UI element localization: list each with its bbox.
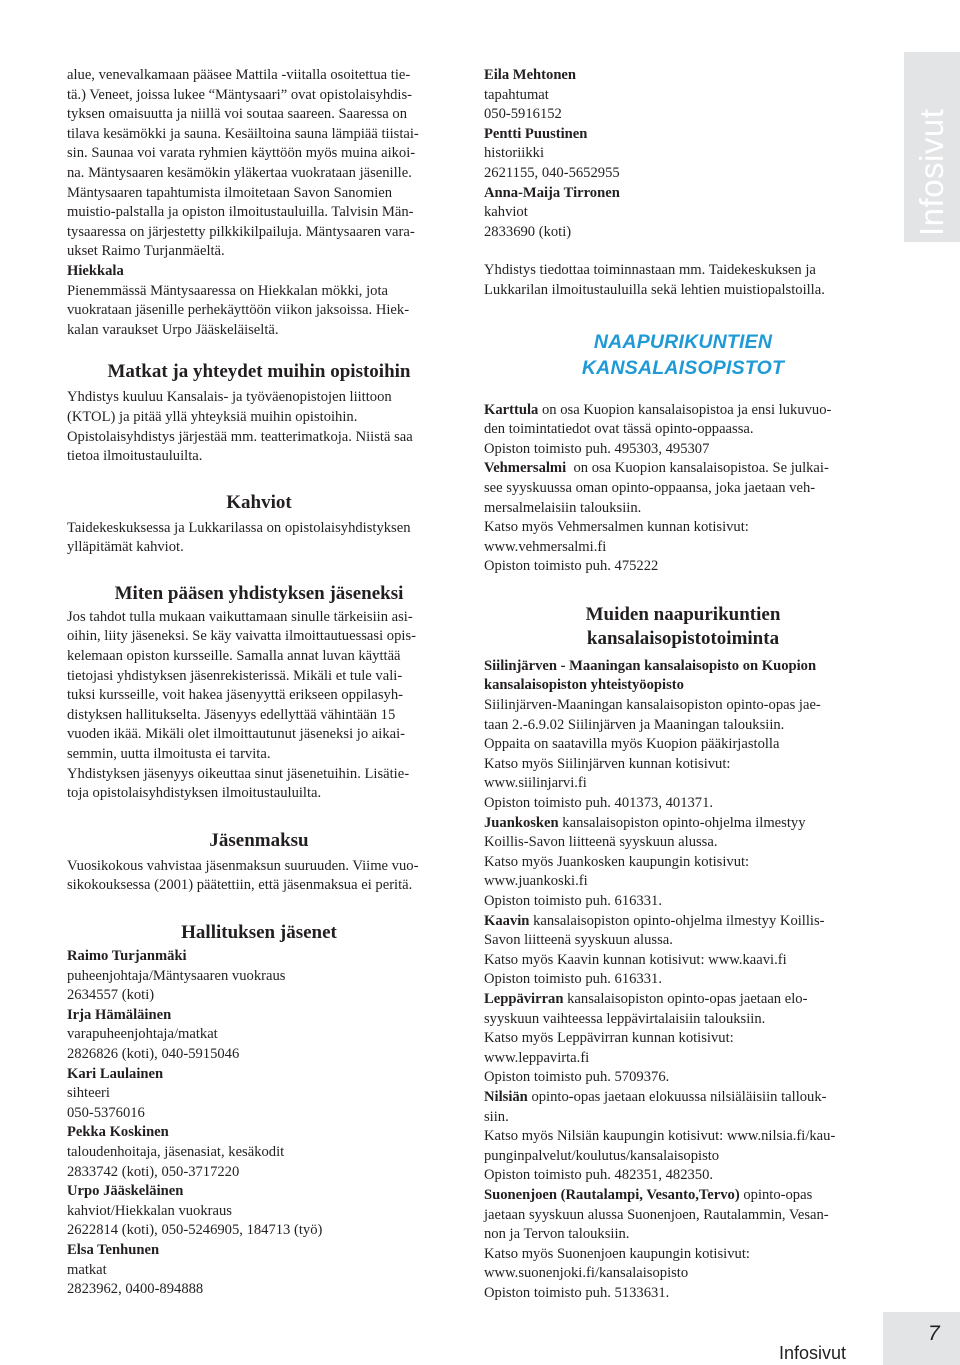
neighbour-heading — [484, 329, 882, 381]
text-line: distyksen hallitukselta. Jäsenyys edellyttää vähintään 15 — [67, 706, 396, 723]
text-line: Opiston toimisto puh. 616331. — [484, 971, 662, 988]
intro-paragraph — [67, 66, 451, 262]
text-line: Opiston toimisto puh. 495303, 495307 — [484, 440, 710, 457]
text-line: sikokouksessa (2001) päätettiin, että jäsenmaksua ei peritä. — [67, 877, 413, 894]
text-line: kelemaan opiston kursseille. Samalla annat luvan käyttää — [67, 648, 401, 665]
text-line: semmin, uutta ilmoitusta ei tarvita. — [67, 746, 271, 763]
neighbour-heading-line: NAAPURIKUNTIEN — [593, 330, 773, 353]
text-line: sin. Saunaa voi varata ryhmien käyttöön myös muina aikoi- — [67, 145, 416, 162]
heading-line: kansalaisopistotoiminta — [586, 627, 780, 649]
karttula-paragraph — [484, 401, 882, 460]
board-member — [67, 947, 451, 1006]
link-text: www.vehmersalmi.fi — [484, 538, 607, 555]
neighbour-heading-line: KANSALAISOPISTOT — [581, 356, 785, 379]
text-line: ylläpitämät kahviot. — [67, 539, 184, 556]
text-run: kansalaisopiston opinto-ohjelma ilmestyy Koillis- — [529, 912, 825, 929]
text-line — [484, 1088, 882, 1108]
member-phone: 2833690 (koti) — [484, 223, 572, 240]
text-line: Katso myös Siilinjärven kunnan kotisivut: — [484, 755, 731, 772]
link-text: www.juankoski.fi — [484, 873, 588, 890]
text-line — [484, 912, 882, 932]
text-line: vuoden ikää. Mikäli olet ilmoittautunut jäseneksi jo aikai- — [67, 726, 406, 743]
text-line: alue, venevalkamaan pääsee Mattila -viitalla osoitettua tie- — [67, 67, 411, 83]
member-name: Eila Mehtonen — [484, 67, 577, 83]
text-line: Opiston toimisto puh. 401373, 401371. — [484, 795, 714, 812]
text-line: muistio-palstalla ja opiston ilmoitustauluilla. Talvisin Män- — [67, 204, 414, 221]
board-member — [484, 125, 882, 184]
siilinjarvi-paragraph — [484, 657, 882, 814]
kaavi-paragraph — [484, 912, 882, 990]
juankoski-label: Juankosken — [484, 814, 559, 831]
matkat-paragraph — [67, 388, 451, 466]
text-line: Opiston toimisto puh. 5709376. — [484, 1069, 670, 1086]
member-role: matkat — [67, 1261, 107, 1278]
leppavirta-label: Leppävirran — [484, 990, 564, 1007]
heading-line: Muiden naapurikuntien — [585, 603, 781, 625]
member-role: taloudenhoitaja, jäsenasiat, kesäkodit — [67, 1143, 285, 1160]
board-member — [67, 1123, 451, 1182]
info-paragraph — [484, 261, 882, 300]
karttula-label: Karttula — [484, 401, 539, 418]
hiekkala-paragraph — [67, 282, 451, 341]
text-line: tysaaressa on järjestetty pilkkikilpailuja. Mäntysaaren vara- — [67, 223, 415, 240]
text-run: opinto-opas — [739, 1186, 813, 1203]
text-line: syyskuun vaihteessa leppävirtalaisiin talouksiin. — [484, 1010, 766, 1027]
member-name: Raimo Turjanmäki — [67, 948, 187, 964]
text-line — [484, 1186, 882, 1206]
left-column — [67, 66, 451, 1300]
member-name: Kari Laulainen — [67, 1065, 164, 1082]
member-phone: 2826826 (koti), 040-5915046 — [67, 1045, 240, 1062]
member-name: Urpo Jääskeläinen — [67, 1183, 184, 1200]
text-line: na. Mäntysaaren kesämökin yläkertaa vuokrataan jäsenille. — [67, 164, 412, 181]
text-line: Katso myös Vehmersalmen kunnan kotisivut: — [484, 519, 749, 536]
member-phone: 2622814 (koti), 050-5246905, 184713 (työ) — [67, 1222, 323, 1239]
member-role: varapuheenjohtaja/matkat — [67, 1026, 218, 1043]
member-role: sihteeri — [67, 1085, 110, 1102]
text-run: kansalaisopiston opinto-ohjelma ilmestyy — [558, 814, 806, 831]
text-line: taan 2.-6.9.02 Siilinjärven ja Maaningan talouksiin. — [484, 716, 785, 733]
text-line: Yhdistys tiedottaa toiminnastaan mm. Taidekeskuksen ja — [484, 262, 816, 279]
text-line: Lukkarilan ilmoitustauluilla sekä lehtien muistiopalstoilla. — [484, 281, 825, 298]
vehmersalmi-label: Vehmersalmi — [484, 460, 567, 477]
suonenjoki-label: Suonenjoen (Rautalampi, Vesanto,Tervo) — [484, 1186, 740, 1203]
page-number: 7 — [928, 1322, 940, 1345]
member-phone: 2833742 (koti), 050-3717220 — [67, 1163, 240, 1180]
board-member — [484, 184, 882, 243]
link-text: www.siilinjarvi.fi — [484, 775, 587, 792]
text-line: Yhdistys kuuluu Kansalais- ja työväenopistojen liittoon — [67, 389, 392, 406]
board-member — [67, 1065, 451, 1124]
text-run: on osa Kuopion kansalaisopistoa. Se julkai- — [566, 460, 829, 477]
text-line: Opiston toimisto puh. 616331. — [484, 893, 662, 909]
text-line: Oppaita on saatavilla myös Kuopion pääkirjastolla — [484, 736, 780, 753]
text-line — [484, 990, 882, 1010]
fee-heading: Jäsenmaksu — [209, 829, 309, 851]
text-line: Katso myös Nilsiän kaupungin kotisivut: www.nilsia.fi/kau- — [484, 1128, 836, 1145]
member-name: Irja Hämäläinen — [67, 1006, 172, 1023]
member-role: puheenjohtaja/Mäntysaaren vuokraus — [67, 967, 286, 984]
text-run: on osa Kuopion kansalaisopistoa ja ensi lukuvuo- — [538, 401, 832, 418]
page-number-tab — [883, 1312, 960, 1365]
footer-label: Infosivut — [779, 1343, 847, 1363]
siilinjarvi-title: Siilinjärven - Maaningan kansalaisopisto on Kuopion — [484, 657, 817, 674]
board-member — [484, 66, 882, 125]
text-line — [484, 401, 882, 421]
text-line: (KTOL) ja pitää yllä yhteyksiä muihin opistoihin. — [67, 408, 358, 425]
board-list-continued — [484, 66, 882, 242]
text-line: tietojasi yhdistyksen jäsenrekisterissä. Mikäli et tule vali- — [67, 667, 403, 684]
matkat-heading: Matkat ja yhteydet muihin opistoihin — [107, 361, 411, 383]
text-line: oihin, liity jäseneksi. Se käy vaivatta ilmoittautuessasi opis- — [67, 628, 416, 645]
text-line: Koillis-Savon liitteenä syyskuun alussa. — [484, 834, 718, 851]
text-line: siin. — [484, 1108, 509, 1125]
text-run: opinto-opas jaetaan elokuussa nilsiäläisiin tallouk- — [527, 1088, 827, 1105]
member-role: kahviot — [484, 204, 528, 221]
text-line: vuokrataan jäsenille perhekäyttöön viikon jaksoissa. Hiek- — [67, 302, 410, 319]
text-line: Pienemmässä Mäntysaaressa on Hiekkalan mökki, jota — [67, 282, 388, 299]
text-line: tyksen omaisuutta ja niillä voi soutaa saareen. Saaressa on — [67, 106, 408, 123]
text-line — [484, 814, 882, 834]
text-line: Opiston toimisto puh. 475222 — [484, 558, 659, 575]
other-neighbours-heading — [484, 603, 882, 651]
member-role: kahviot/Hiekkalan vuokraus — [67, 1202, 232, 1219]
nilsia-label: Nilsiän — [484, 1088, 528, 1105]
member-phone: 2634557 (koti) — [67, 987, 155, 1004]
text-line: Mäntysaaren tapahtumista ilmoitetaan Savon Sanomien — [67, 184, 393, 201]
text-line: den toimintatiedot ovat tässä opinto-oppaassa. — [484, 421, 754, 438]
link-text: www.suonenjoki.fi/kansalaisopisto — [484, 1265, 689, 1282]
membership-heading: Miten pääsen yhdistyksen jäseneksi — [114, 582, 404, 604]
siilinjarvi-title: kansalaisopiston yhteistyöopisto — [484, 677, 684, 694]
kaavi-label: Kaavin — [484, 912, 530, 929]
member-phone: 050-5916152 — [484, 106, 562, 123]
text-line — [484, 459, 882, 479]
member-phone: 2621155, 040-5652955 — [484, 164, 620, 181]
text-line: Savon liitteenä syyskuun alussa. — [484, 932, 673, 949]
text-line: ukset Raimo Turjanmäeltä. — [67, 243, 225, 260]
text-line: tuksi kursseille, voit hakea jäsenyyttä erikseen oppilasyh- — [67, 687, 403, 704]
board-member — [67, 1182, 451, 1241]
right-column — [484, 66, 882, 1303]
board-list — [67, 947, 451, 1300]
text-line: tä.) Veneet, joissa lukee “Mäntysaari” ovat opistolaisyhdis- — [67, 86, 413, 103]
text-line: Yhdistyksen jäsenyys oikeuttaa sinut jäsenetuihin. Lisätie- — [67, 765, 410, 782]
text-line: Jos tahdot tulla mukaan vaikuttamaan sinulle tärkeisiin asi- — [67, 608, 413, 625]
text-line: Katso myös Kaavin kunnan kotisivut: www.kaavi.fi — [484, 951, 787, 968]
text-line: Opiston toimisto puh. 5133631. — [484, 1284, 670, 1301]
fee-paragraph — [67, 857, 451, 896]
board-member — [67, 1241, 451, 1300]
text-line: tilava kesämökki ja sauna. Kesäiltoina sauna lämpiää tiistai- — [67, 125, 419, 142]
text-line: Katso myös Suonenjoen kaupungin kotisivut: — [484, 1245, 750, 1262]
text-line: Opiston toimisto puh. 482351, 482350. — [484, 1167, 714, 1184]
member-phone: 050-5376016 — [67, 1104, 145, 1121]
text-line: see syyskuussa oman opinto-oppaansa, joka jaetaan veh- — [484, 479, 816, 496]
member-phone: 2823962, 0400-894888 — [67, 1281, 204, 1298]
member-name: Pekka Koskinen — [67, 1124, 169, 1141]
text-line: Opistolaisyhdistys järjestää mm. teatterimatkoja. Niistä saa — [67, 428, 413, 445]
board-member — [67, 1006, 451, 1065]
kahviot-paragraph — [67, 519, 451, 558]
text-line: Katso myös Leppävirran kunnan kotisivut: — [484, 1030, 734, 1047]
text-line: Katso myös Juankosken kaupungin kotisivut: — [484, 853, 750, 870]
side-tab-label: Infosivut — [913, 108, 950, 236]
member-name: Elsa Tenhunen — [67, 1241, 160, 1258]
text-line: Vuosikokous vahvistaa jäsenmaksun suuruuden. Viime vuo- — [67, 857, 419, 874]
board-heading: Hallituksen jäsenet — [181, 922, 337, 943]
vehmersalmi-paragraph — [484, 459, 882, 577]
side-tab — [904, 52, 960, 242]
text-line: mersalmelaisiin talouksiin. — [484, 499, 642, 516]
hiekkala-title: Hiekkala — [67, 262, 124, 279]
member-name: Anna-Maija Tirronen — [484, 184, 620, 201]
text-line: tietoa ilmoitustauluilta. — [67, 448, 203, 465]
membership-paragraph — [67, 608, 451, 804]
text-line: kalan varaukset Urpo Jääskeläiseltä. — [67, 321, 279, 338]
juankoski-paragraph — [484, 814, 882, 912]
text-line: jaetaan syyskuun alussa Suonenjoen, Rautalammin, Vesan- — [484, 1206, 829, 1223]
member-role: tapahtumat — [484, 86, 549, 103]
text-run: kansalaisopiston opinto-opas jaetaan elo- — [563, 990, 808, 1007]
text-line: Siilinjärven-Maaningan kansalaisopiston opinto-opas jae- — [484, 697, 821, 714]
nilsia-paragraph — [484, 1088, 882, 1186]
member-role: historiikki — [484, 145, 544, 162]
text-line: non ja Tervon talouksiin. — [484, 1226, 630, 1243]
leppavirta-paragraph — [484, 990, 882, 1088]
suonenjoki-paragraph — [484, 1186, 882, 1304]
text-line: Taidekeskuksessa ja Lukkarilassa on opistolaisyhdistyksen — [67, 519, 411, 536]
link-text: www.leppavirta.fi — [484, 1049, 590, 1066]
text-line: toja opistolaisyhdistyksen ilmoitustauluilta. — [67, 785, 322, 802]
text-line: punginpalvelut/koulutus/kansalaisopisto — [484, 1147, 720, 1164]
kahviot-heading: Kahviot — [226, 491, 292, 513]
member-name: Pentti Puustinen — [484, 125, 588, 142]
